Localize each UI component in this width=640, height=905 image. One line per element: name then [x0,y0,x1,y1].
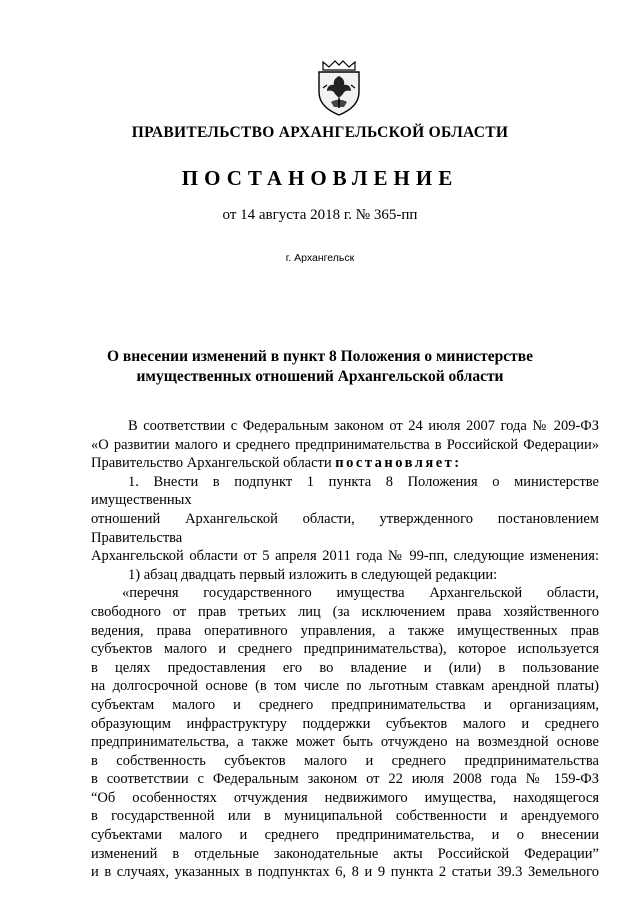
amendment-text-line: предпринимательства, а также может быть отчуждено на возмездной основе [91,734,599,751]
document-body [91,417,599,882]
document-date-number: от 14 августа 2018 г. № 365-пп [222,207,418,223]
document-type: ПОСТАНОВЛЕНИЕ [181,166,459,190]
decree-keyword: постановляет: [335,455,462,472]
subclause-1-heading: 1) абзац двадцать первый изложить в следующей редакции: [128,566,498,583]
amendment-text-line: в целях предоставления его во владение и (или) в пользование [91,659,599,676]
clause-1-line: Архангельской области от 5 апреля 2011 года № 99-пп, следующие изменения: [91,548,599,565]
amendment-text-line: субъектов малого и среднего предпринимательства), которое используется [91,641,599,658]
preamble-decision-line [91,454,599,473]
amendment-text-line: “Об особенностях отчуждения недвижимого имущества, находящегося [91,789,599,806]
amendment-text-line: изменений в отдельные законодательные акты Российской Федерации” [91,845,599,862]
preamble-subject: Правительство Архангельской области [91,455,336,472]
document-title-line-1: О внесении изменений в пункт 8 Положения о министерстве [106,348,534,365]
amendment-text-line: субъектами малого и среднего предпринимательства, и о внесении [91,827,599,844]
arkhangelsk-coat-of-arms-icon [313,58,365,118]
amendment-text-line: в собственность субъектов малого и среднего предпринимательства [91,752,599,769]
amendment-text-line: на долгосрочной основе (в том числе по льготным ставкам арендной платы) [91,678,599,695]
amendment-text-line: ведения, права оперативного управления, а также имущественных прав [91,622,599,639]
clause-1-line: отношений Архангельской области, утвержденного постановлением Правительства [91,510,599,546]
amendment-text-line: в соответствии с Федеральным законом от 22 июля 2008 года № 159-ФЗ [91,771,599,788]
document-title-line-2: имущественных отношений Архангельской области [136,368,504,385]
amendment-text-line: «перечня государственного имущества Архангельской области, [122,585,599,602]
preamble-line: «О развитии малого и среднего предпринимательства в Российской Федерации» [91,436,599,453]
document-city: г. Архангельск [285,252,355,264]
preamble-line: В соответствии с Федеральным законом от 24 июля 2007 года № 209-ФЗ [128,418,599,434]
government-name: ПРАВИТЕЛЬСТВО АРХАНГЕЛЬСКОЙ ОБЛАСТИ [131,124,509,141]
amendment-text-line: в государственной или в муниципальной собственности и арендуемого [91,808,599,825]
amendment-text-line: свободного от прав третьих лиц (за исключением права хозяйственного [91,603,599,620]
amendment-text-line: субъектам малого и среднего предпринимательства и организациям, [91,696,599,713]
amendment-text-line: образующим инфраструктуру поддержки субъектов малого и среднего [91,715,599,732]
amendment-text-line: и в случаях, указанных в подпунктах 6, 8 и 9 пункта 2 статьи 39.3 Земельного [91,864,599,881]
clause-1-line: 1. Внести в подпункт 1 пункта 8 Положения о министерстве имущественных [91,473,599,509]
